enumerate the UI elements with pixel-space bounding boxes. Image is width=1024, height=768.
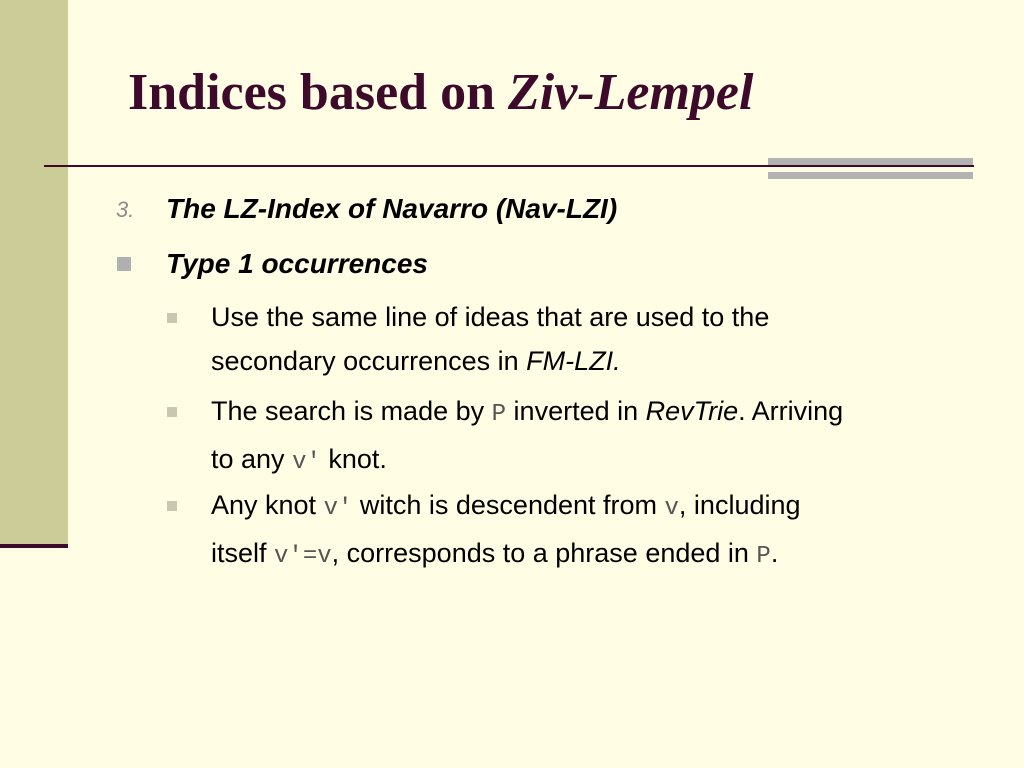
subitem-1	[211, 295, 971, 383]
left-bar-underline	[0, 544, 68, 548]
list-number-marker: 3.	[116, 197, 135, 222]
subitem-3-line2	[211, 531, 971, 579]
list-item-type1: Type 1 occurrences	[166, 248, 428, 279]
subitem-3-text-f: .	[770, 538, 779, 568]
title-italic: Ziv-Lempel	[508, 64, 754, 121]
subitem-3	[211, 483, 971, 579]
code-v-prime-equals-v: v′=v	[274, 543, 332, 570]
subitem-2-text-b: inverted in	[506, 396, 646, 426]
left-decorative-bar	[0, 0, 68, 548]
code-v: v	[664, 495, 679, 522]
list-item-heading: The LZ-Index of Navarro (Nav-LZI)	[166, 193, 618, 224]
revtrie-italic: RevTrie	[645, 396, 739, 426]
subitem-3-text-b: witch is descendent from	[352, 490, 665, 520]
subitem-2-line1	[211, 389, 971, 437]
subitem-1-text: secondary occurrences in	[211, 346, 527, 376]
subitem-3-text-c: , including	[678, 490, 801, 520]
subitem-1-line2	[211, 339, 971, 383]
subitem-3-text-a: Any knot	[211, 490, 324, 520]
small-square-bullet-icon	[167, 501, 177, 511]
subitem-2	[211, 389, 971, 485]
accent-stripe-bottom	[768, 172, 973, 179]
square-bullet-icon	[117, 257, 131, 271]
subitem-2-text-c: . Arriving	[738, 396, 844, 426]
code-p: P	[756, 543, 771, 570]
subitem-2-text-d: to any	[211, 444, 293, 474]
subitem-3-line1	[211, 483, 971, 531]
subitem-3-text-e: , corresponds to a phrase ended in	[331, 538, 757, 568]
slide-title	[128, 62, 753, 124]
subitem-2-line2	[211, 437, 971, 485]
subitem-1-line1: Use the same line of ideas that are used to the	[211, 302, 770, 332]
code-v-prime: v′	[323, 495, 353, 522]
subitem-2-text-e: knot.	[320, 444, 387, 474]
subitem-3-text-d: itself	[211, 538, 275, 568]
accent-stripes	[768, 158, 973, 180]
subitem-1-italic: FM-LZI.	[526, 346, 621, 376]
small-square-bullet-icon	[167, 313, 177, 323]
small-square-bullet-icon	[167, 407, 177, 417]
subitem-2-text-a: The search is made by	[211, 396, 492, 426]
title-plain: Indices based on	[128, 64, 508, 121]
accent-stripe-top	[768, 158, 973, 165]
code-v-prime: v′	[292, 449, 321, 476]
code-p: P	[491, 401, 507, 428]
